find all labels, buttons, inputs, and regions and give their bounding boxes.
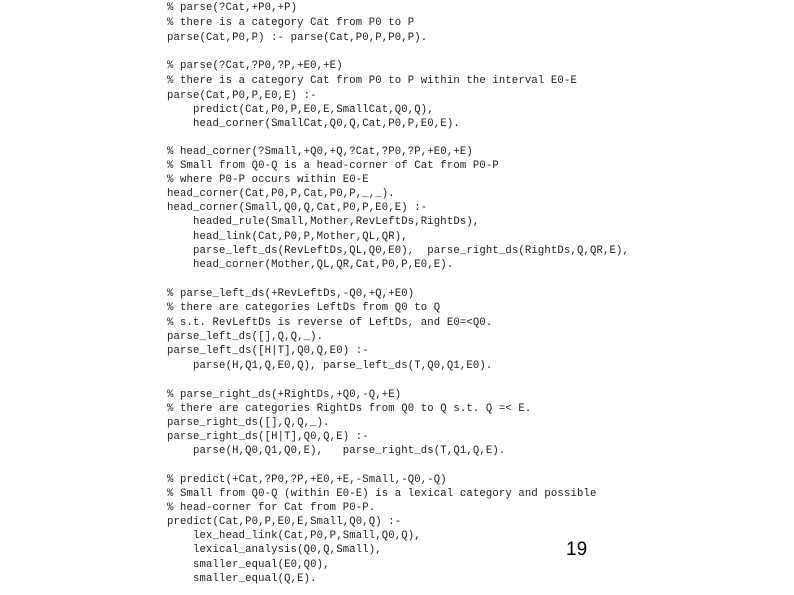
code-listing [167, 2, 667, 592]
code-line: head_corner(SmallCat,Q0,Q,Cat,P0,P,E0,E). [167, 118, 460, 130]
page-number: 19 [566, 539, 588, 560]
code-line: % Small from Q0-Q (within E0-E) is a lexical category and possible [167, 488, 597, 500]
code-line: parse_left_ds(RevLeftDs,QL,Q0,E0), parse_right_ds(RightDs,Q,QR,E), [167, 245, 630, 257]
code-line: head_corner(Cat,P0,P,Cat,P0,P,_,_). [167, 188, 395, 200]
code-line: % parse_left_ds(+RevLeftDs,-Q0,+Q,+E0) [167, 288, 415, 300]
code-line: % predict(+Cat,?P0,?P,+E0,+E,-Small,-Q0,-Q) [167, 474, 447, 486]
code-line: % Small from Q0-Q is a head-corner of Cat from P0-P [167, 160, 499, 172]
code-line: smaller_equal(E0,Q0), [167, 559, 330, 571]
code-line: % there are categories RightDs from Q0 to Q s.t. Q =< E. [167, 403, 532, 415]
code-line: lexical_analysis(Q0,Q,Small), [167, 544, 382, 556]
code-line: % parse(?Cat,?P0,?P,+E0,+E) [167, 60, 343, 72]
code-line: % there is a category Cat from P0 to P within the interval E0-E [167, 75, 577, 87]
code-line: smaller_equal(Q,E). [167, 573, 317, 585]
code-line: parse(Cat,P0,P,E0,E) :- [167, 90, 317, 102]
code-line: parse(Cat,P0,P) :- parse(Cat,P0,P,P0,P). [167, 32, 428, 44]
code-line: % head_corner(?Small,+Q0,+Q,?Cat,?P0,?P,+E0,+E) [167, 146, 473, 158]
code-line: % there is a category Cat from P0 to P [167, 17, 415, 29]
code-line: % head-corner for Cat from P0-P. [167, 502, 376, 514]
code-line: parse_left_ds([],Q,Q,_). [167, 331, 324, 343]
code-line: parse_right_ds([H|T],Q0,Q,E) :- [167, 431, 369, 443]
code-line: headed_rule(Small,Mother,RevLeftDs,RightDs), [167, 216, 480, 228]
code-line: parse_left_ds([H|T],Q0,Q,E0) :- [167, 345, 369, 357]
code-line: % where P0-P occurs within E0-E [167, 174, 369, 186]
code-line: head_corner(Mother,QL,QR,Cat,P0,P,E0,E). [167, 259, 454, 271]
code-line: parse(H,Q0,Q1,Q0,E), parse_right_ds(T,Q1,Q,E). [167, 445, 506, 457]
code-line: % parse(?Cat,+P0,+P) [167, 2, 298, 14]
code-line: predict(Cat,P0,P,E0,E,SmallCat,Q0,Q), [167, 104, 434, 116]
code-line: % s.t. RevLeftDs is reverse of LeftDs, and E0=<Q0. [167, 317, 493, 329]
code-line: parse_right_ds([],Q,Q,_). [167, 417, 330, 429]
code-line: % parse_right_ds(+RightDs,+Q0,-Q,+E) [167, 389, 402, 401]
code-line: head_link(Cat,P0,P,Mother,QL,QR), [167, 231, 408, 243]
code-line: % there are categories LeftDs from Q0 to Q [167, 302, 441, 314]
code-line: parse(H,Q1,Q,E0,Q), parse_left_ds(T,Q0,Q1,E0). [167, 360, 493, 372]
code-line: head_corner(Small,Q0,Q,Cat,P0,P,E0,E) :- [167, 202, 428, 214]
code-line: lex_head_link(Cat,P0,P,Small,Q0,Q), [167, 530, 421, 542]
code-line: predict(Cat,P0,P,E0,E,Small,Q0,Q) :- [167, 516, 402, 528]
